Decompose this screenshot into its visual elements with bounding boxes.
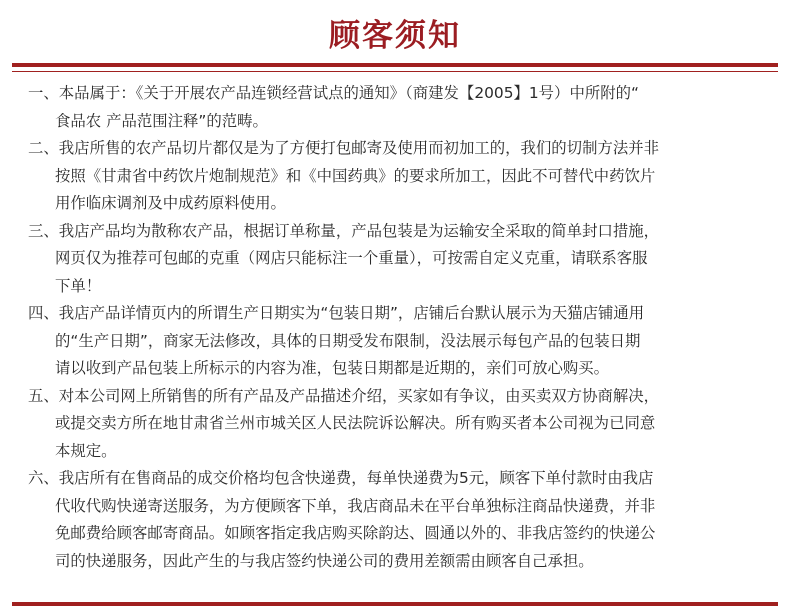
clause-5 xyxy=(28,383,768,466)
clause-2 xyxy=(28,135,768,218)
clause-line: 六、我店所有在售商品的成交价格均包含快递费，每单快递费为5元，顾客下单付款时由我店 xyxy=(28,469,654,487)
clause-1 xyxy=(28,80,768,135)
clause-line: 请以收到产品包装上所标示的内容为准，包装日期都是近期的，亲们可放心购买。 xyxy=(55,359,610,377)
clause-line: 下单！ xyxy=(55,276,102,295)
clause-line: 司的快递服务，因此产生的与我店签约快递公司的费用差额需由顾客自己承担。 xyxy=(55,551,594,570)
clause-line: 网页仅为推荐可包邮的克重（网店只能标注一个重量），可按需自定义克重，请联系客服 xyxy=(55,249,648,267)
page-title: 顾客须知 xyxy=(329,18,461,54)
clause-line: 二、我店所售的农产品切片都仅是为了方便打包邮寄及使用而初加工的，我们的切制方法并非 xyxy=(28,139,660,157)
clause-line: 或提交卖方所在地甘肃省兰州市城关区人民法院诉讼解决。所有购买者本公司视为已同意 xyxy=(55,414,656,432)
clause-line: 四、我店产品详情页内的所谓生产日期实为“包装日期”，店铺后台默认展示为天猫店铺通用 xyxy=(28,304,645,322)
title-divider-thin xyxy=(12,71,778,72)
notice-clauses xyxy=(28,80,768,575)
clause-line: 的“生产日期”，商家无法修改，具体的日期受发布限制，没法展示每包产品的包装日期 xyxy=(55,331,641,350)
title-divider-thick xyxy=(12,63,778,67)
clause-line: 五、对本公司网上所销售的所有产品及产品描述介绍，买家如有争议，由买卖双方协商解决， xyxy=(28,386,660,405)
clause-line: 一、本品属于：《关于开展农产品连锁经营试点的通知》（商建发【2005】1号）中所附的“ xyxy=(28,84,639,102)
clause-4 xyxy=(28,300,768,383)
clause-line: 用作临床调剂及中成药原料使用。 xyxy=(55,194,286,212)
clause-line: 食品农 产品范围注释”的范畴。 xyxy=(55,111,268,130)
clause-line: 三、我店产品均为散称农产品，根据订单称量，产品包装是为运输安全采取的简单封口措施， xyxy=(28,221,660,240)
clause-6 xyxy=(28,465,768,575)
clause-line: 本规定。 xyxy=(55,441,117,460)
clause-line: 按照《甘肃省中药饮片炮制规范》和《中国药典》的要求所加工，因此不可替代中药饮片 xyxy=(55,166,656,185)
bottom-divider xyxy=(12,602,778,606)
clause-3 xyxy=(28,218,768,301)
clause-line: 代收代购快递寄送服务，为方便顾客下单，我店商品未在平台单独标注商品快递费，并非 xyxy=(55,496,656,515)
clause-line: 免邮费给顾客邮寄商品。如顾客指定我店购买除韵达、圆通以外的、非我店签约的快递公 xyxy=(55,524,656,542)
